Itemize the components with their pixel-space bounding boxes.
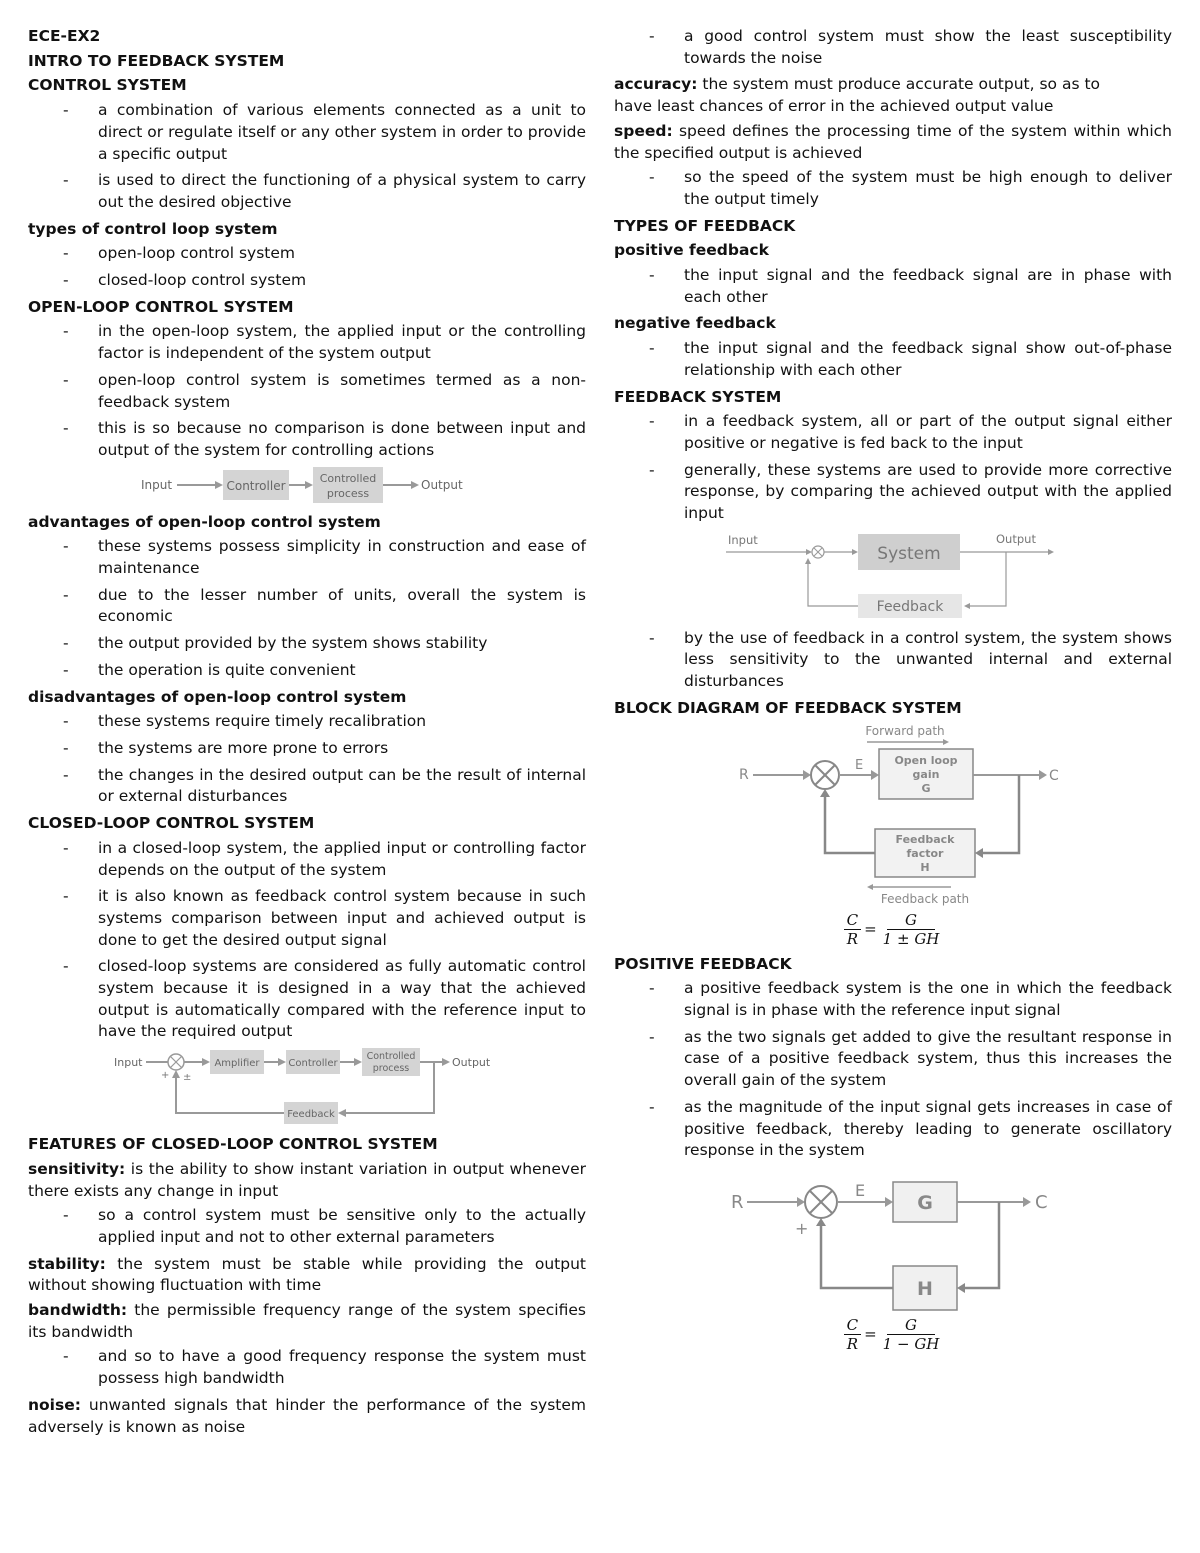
amplifier-block-label: Amplifier bbox=[214, 1058, 260, 1070]
gain-block-label: G bbox=[921, 781, 931, 795]
heading-advantages: advantages of open-loop control system bbox=[28, 512, 381, 531]
list-item: - in the open-loop system, the applied input or the controlling factor is independent of the system output bbox=[63, 322, 586, 363]
heading-open-loop: OPEN-LOOP CONTROL SYSTEM bbox=[28, 297, 294, 316]
diagram-label: Input bbox=[114, 1056, 143, 1070]
process-block-label: Controlled bbox=[319, 471, 377, 485]
list-item: - the systems are more prone to errors bbox=[63, 738, 389, 757]
diagram-label: Input bbox=[728, 532, 758, 547]
feedback-path-label: Feedback path bbox=[880, 891, 970, 906]
heading-features: FEATURES OF CLOSED-LOOP CONTROL SYSTEM bbox=[28, 1135, 438, 1154]
list-item: - the input signal and the feedback signal show out-of-phase relationship with each other bbox=[649, 339, 1172, 379]
heading-positive-feedback-type: positive feedback bbox=[614, 241, 769, 260]
left-column bbox=[28, 26, 586, 1441]
list-item: - as the two signals get added to give the resultant response in case of a positive feedback system, thus this increases the overall gain of the system bbox=[649, 1027, 1172, 1090]
feature-noise: noise: unwanted signals that hinder the performance of the system adversely is known as noise bbox=[28, 1395, 586, 1436]
heading-positive-feedback: POSITIVE FEEDBACK bbox=[614, 954, 792, 973]
process-block-label: process bbox=[372, 1063, 410, 1075]
feature-stability: stability: the system must be stable while providing the output without showing fluctuation with time bbox=[28, 1254, 586, 1295]
list-item: - closed-loop control system bbox=[63, 271, 307, 290]
closed-loop-diagram bbox=[112, 1048, 502, 1124]
gain-block-label: Open loop bbox=[894, 753, 958, 767]
heading-disadvantages: disadvantages of open-loop control system bbox=[28, 687, 407, 706]
output-label: C bbox=[1049, 767, 1059, 784]
list-item: - closed-loop systems are considered as fully automatic control system because it is designed in a way that the achieved output is automatically compared with the reference input to have the required output bbox=[63, 957, 586, 1041]
list-item: - by the use of feedback in a control system, the system shows less sensitivity to the unwanted internal and external disturbances bbox=[649, 628, 1172, 691]
block-diagram bbox=[733, 723, 1059, 907]
diagram-label: Input bbox=[141, 477, 173, 492]
list-item: - the changes in the desired output can be the result of internal or external disturbances bbox=[63, 765, 586, 806]
list-item: - a combination of various elements connected as a unit to direct or regulate itself or any other system in order to provide a specific output bbox=[63, 101, 586, 163]
list-item: - and so to have a good frequency response the system must possess high bandwidth bbox=[63, 1347, 586, 1388]
feedback-factor-label: H bbox=[920, 860, 930, 874]
feedback-factor-label: factor bbox=[906, 846, 944, 860]
heading-types-of-feedback: TYPES OF FEEDBACK bbox=[614, 216, 796, 235]
list-item: - the input signal and the feedback signal are in phase with each other bbox=[649, 266, 1172, 306]
list-item: - as the magnitude of the input signal gets increases in case of positive feedback, thereby leading to generate oscillatory response in the system bbox=[649, 1097, 1172, 1160]
heading-control-system: CONTROL SYSTEM bbox=[28, 76, 187, 95]
list-item: - this is so because no comparison is done between input and output of the system for controlling actions bbox=[63, 419, 586, 459]
feature-sensitivity: sensitivity: is the ability to show instant variation in output whenever there exists any change in input bbox=[28, 1159, 586, 1200]
feature-speed: speed: speed defines the processing time of the system within which the specified output is achieved bbox=[614, 121, 1172, 162]
list-item: - it is also known as feedback control system because in such systems comparison between input and achieved output is done to get the desired output signal bbox=[63, 887, 586, 949]
feature-bandwidth: bandwidth: the permissible frequency range of the system specifies its bandwidth bbox=[28, 1301, 586, 1341]
list-item: - so the speed of the system must be high enough to deliver the output timely bbox=[649, 168, 1172, 208]
error-signal-label: E bbox=[855, 1180, 866, 1200]
diagram-label: Output bbox=[996, 531, 1036, 546]
positive-feedback-diagram bbox=[723, 1172, 1063, 1312]
controller-block-label: Controller bbox=[226, 478, 286, 493]
plus-sign: + bbox=[161, 1070, 170, 1082]
list-item: - so a control system must be sensitive only to the actually applied input and not to other external parameters bbox=[63, 1206, 586, 1246]
diagram-label: Output bbox=[452, 1056, 491, 1070]
reference-input-label: R bbox=[739, 766, 749, 783]
process-block-label: process bbox=[326, 486, 370, 500]
plus-minus-sign: ± bbox=[183, 1072, 192, 1084]
heading-negative-feedback-type: negative feedback bbox=[614, 314, 776, 333]
feedback-block-label: Feedback bbox=[876, 598, 944, 615]
plus-sign: + bbox=[795, 1218, 809, 1238]
list-item: - due to the lesser number of units, overall the system is economic bbox=[63, 585, 586, 626]
heading-block-diagram: BLOCK DIAGRAM OF FEEDBACK SYSTEM bbox=[614, 698, 962, 717]
transfer-function-formula: $\frac{C}{R}$ = $\frac{G}{1 \pm GH}$ bbox=[614, 911, 1172, 948]
forward-path-label: Forward path bbox=[865, 723, 945, 738]
list-item: - in a closed-loop system, the applied input or controlling factor depends on the output of the system bbox=[63, 838, 586, 879]
heading-types-control-loop: types of control loop system bbox=[28, 219, 278, 238]
g-block-label: G bbox=[917, 1191, 933, 1214]
feedback-factor-label: Feedback bbox=[895, 832, 955, 846]
list-item: - open-loop control system bbox=[63, 244, 296, 263]
list-item: - a positive feedback system is the one in which the feedback signal is in phase with the reference input signal bbox=[649, 979, 1172, 1019]
right-column bbox=[614, 26, 1172, 1359]
feature-accuracy: accuracy: the system must produce accurate output, so as to have least chances of error in the achieved output value bbox=[614, 75, 1101, 116]
heading-feedback-system: FEEDBACK SYSTEM bbox=[614, 387, 782, 406]
list-item: - in a feedback system, all or part of the output signal either positive or negative is fed back to the input bbox=[649, 412, 1172, 452]
error-signal-label: E bbox=[855, 757, 864, 773]
reference-input-label: R bbox=[731, 1191, 744, 1213]
open-loop-diagram bbox=[137, 467, 477, 509]
list-item: - is used to direct the functioning of a physical system to carry out the desired objective bbox=[63, 171, 586, 211]
list-item: - open-loop control system is sometimes termed as a non-feedback system bbox=[63, 370, 586, 411]
doc-code: ECE-EX2 bbox=[28, 27, 101, 45]
feedback-block-label: Feedback bbox=[287, 1109, 335, 1121]
doc-title: INTRO TO FEEDBACK SYSTEM bbox=[28, 51, 285, 70]
heading-closed-loop: CLOSED-LOOP CONTROL SYSTEM bbox=[28, 814, 315, 833]
process-block-label: Controlled bbox=[366, 1051, 416, 1063]
system-block-label: System bbox=[877, 543, 941, 564]
gain-block-label: gain bbox=[912, 767, 940, 781]
controller-block-label: Controller bbox=[288, 1058, 338, 1070]
list-item: - generally, these systems are used to provide more corrective response, by comparing the achieved output with the applied input bbox=[649, 460, 1172, 523]
output-label: C bbox=[1035, 1191, 1048, 1213]
diagram-label: Output bbox=[421, 477, 463, 492]
h-block-label: H bbox=[917, 1277, 933, 1300]
list-item: - the operation is quite convenient bbox=[63, 660, 356, 679]
list-item: - the output provided by the system shows stability bbox=[63, 634, 488, 653]
list-item: - a good control system must show the least susceptibility towards the noise bbox=[649, 27, 1172, 67]
list-item: - these systems require timely recalibration bbox=[63, 712, 427, 731]
list-item: - these systems possess simplicity in construction and ease of maintenance bbox=[63, 537, 586, 578]
positive-feedback-formula: $\frac{C}{R}$ = $\frac{G}{1 - GH}$ bbox=[614, 1316, 1172, 1353]
feedback-system-diagram bbox=[724, 530, 1064, 622]
